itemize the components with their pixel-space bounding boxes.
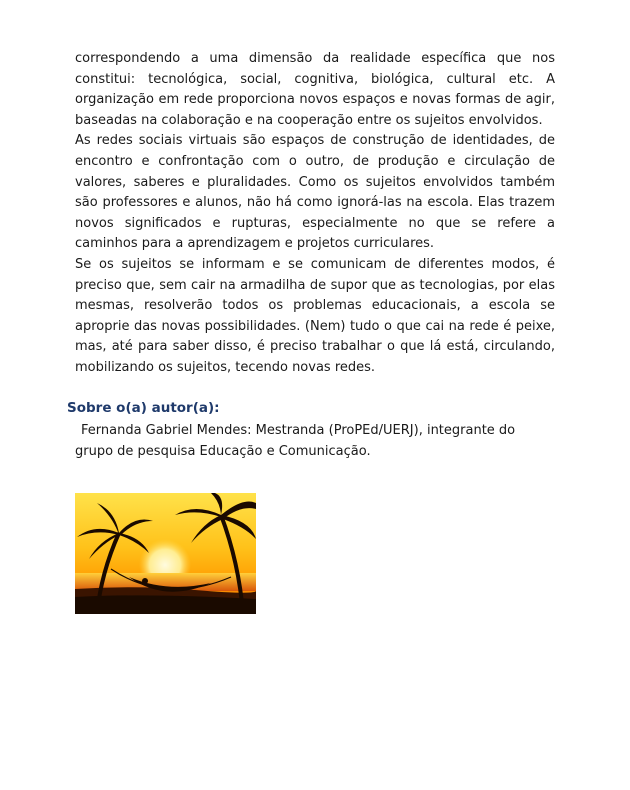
author-bio: Fernanda Gabriel Mendes: Mestranda (ProPEd/UERJ), integrante do grupo de pesquisa Educação e Comunicação. (75, 423, 516, 459)
author-heading: Sobre o(a) autor(a): (67, 400, 220, 416)
paragraph: correspondendo a uma dimensão da realidade específica que nos constitui: tecnológica, social, cognitiva, biológica, cultural etc. A organização em rede proporciona novos espaços e novas formas de agir, baseadas na colaboração e na cooperação entre os sujeitos envolvidos. (75, 51, 555, 128)
paragraph: Se os sujeitos se informam e se comunicam de diferentes modos, é preciso que, sem cair na armadilha de supor que as tecnologias, por elas mesmas, resolverão todos os problemas educacionais, a escola se aproprie das novas possibilidades. (Nem) tudo o que cai na rede é peixe, mas, até para saber disso, é preciso trabalhar o que lá está, circulando, mobilizando os sujeitos, tecendo novas redes. (75, 256, 555, 375)
sunset-hammock-illustration (75, 493, 256, 614)
beach-photo (75, 493, 256, 614)
paragraph: As redes sociais virtuais são espaços de construção de identidades, de encontro e confrontação com o outro, de produção e circulação de valores, saberes e pluralidades. Como os sujeitos envolvidos também são professores e alunos, não há como ignorá-las na escola. Elas trazem novos significados e rupturas, especialmente no que se refere a caminhos para a aprendizagem e projetos curriculares. (75, 133, 555, 252)
body-text (75, 49, 555, 379)
